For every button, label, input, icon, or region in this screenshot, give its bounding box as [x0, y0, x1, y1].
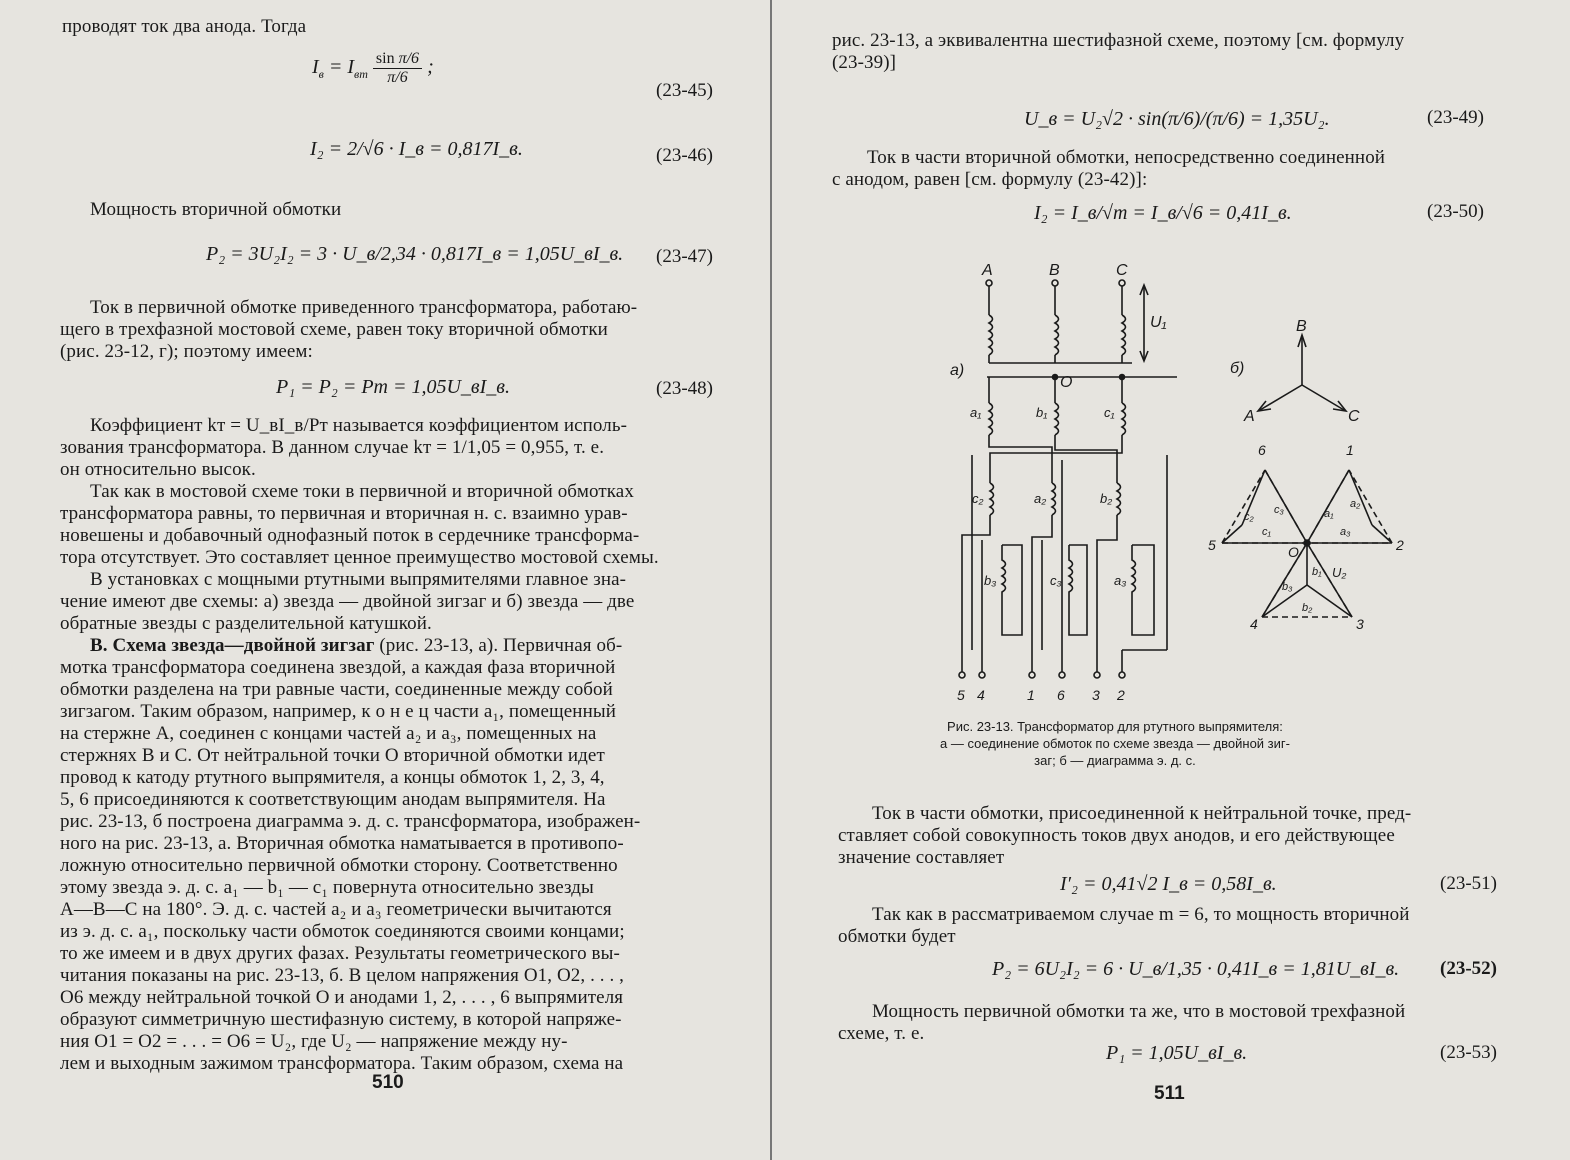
hex-label: 5 [1208, 537, 1216, 553]
text-line: тора отсутствует. Это составляет ценное преимущество мостовой схемы. [60, 547, 659, 568]
text-line: на стержне A, соединен с концами частей a₂ и a₃, помещенных на [60, 723, 597, 744]
text-line: обратные звезды с разделительной катушкой. [60, 613, 432, 634]
terminal-label: A [982, 262, 993, 279]
text-line: образуют симметричную шестифазную систему, в которой напряже- [60, 1009, 622, 1030]
bottom-terminals [959, 650, 1167, 678]
right-page [772, 0, 1570, 1160]
equation-number: (23-48) [656, 378, 713, 399]
caption-line: Рис. 23-13. Трансформатор для ртутного выпрямителя: [947, 719, 1283, 734]
hex-segment-label: c₂ [1244, 511, 1254, 523]
terminal-number: 2 [1117, 687, 1125, 703]
text-line: В. Схема звезда—двойной зигзаг (рис. 23-13, а). Первичная об- [90, 635, 623, 656]
top-line: проводят ток два анода. Тогда [62, 16, 307, 37]
text-line: щего в трехфазной мостовой схеме, равен току вторичной обмотки [60, 319, 608, 340]
text-line: O6 между нейтральной точкой O и анодами 1, 2, . . . , 6 выпрямителя [60, 987, 624, 1008]
text-line: рис. 23-13, а эквивалентна шестифазной схеме, поэтому [см. формулу [832, 30, 1405, 51]
text-line: стержнях B и C. От нейтральной точки O вторичной обмотки идет [60, 745, 605, 766]
figure-part-a-label: а) [950, 362, 965, 379]
text-line: ного на рис. 23-13, а. Вторичная обмотка наматывается в противопо- [60, 833, 624, 854]
terminal-label: B [1049, 262, 1060, 279]
hex-segment-label: b₃ [1282, 581, 1293, 593]
equation-number: (23-49) [1427, 107, 1484, 128]
text-line: обмотки будет [838, 926, 956, 947]
hex-label: 3 [1356, 616, 1364, 632]
hex-segment-label: a₂ [1350, 498, 1361, 510]
text-line: A—B—C на 180°. Э. д. с. частей a₂ и a₃ геометрически вычитаются [60, 899, 612, 920]
hex-segment-label: a₃ [1340, 526, 1351, 538]
emf-hexagram [1222, 470, 1392, 617]
text-line: зигзагом. Таким образом, например, к о н е ц части a₁, помещенный [60, 701, 616, 722]
transformer-figure [932, 255, 1412, 710]
text-line: из э. д. с. a₁, поскольку части обмоток соединяются своими концами; [60, 921, 625, 942]
equation-number: (23-53) [1440, 1042, 1497, 1063]
terminal-number: 1 [1027, 687, 1035, 703]
hex-segment-label: b₂ [1302, 602, 1313, 614]
text-line: 5, 6 присоединяются к соответствующим анодам выпрямителя. На [60, 789, 606, 810]
hex-label: 6 [1258, 442, 1266, 458]
text-line: Так как в рассматриваемом случае m = 6, то мощность вторичной [872, 904, 1410, 925]
hex-label: 2 [1396, 537, 1404, 553]
winding-label: c₁ [1104, 405, 1115, 420]
middle-secondary-windings [962, 455, 1167, 650]
equation-number: (23-47) [656, 246, 713, 267]
hex-label: 1 [1346, 442, 1354, 458]
lower-secondary-windings [982, 540, 1154, 650]
u2-label: U₂ [1332, 565, 1347, 580]
text-line: Ток в части обмотки, присоединенной к нейтральной точке, пред- [872, 803, 1412, 824]
terminal-number: 6 [1057, 687, 1065, 703]
text-line: Ток в первичной обмотке приведенного трансформатора, работаю- [90, 297, 638, 318]
section-heading: В. Схема звезда—двойной зигзаг [90, 635, 375, 656]
text-line: рис. 23-13, б построена диаграмма э. д. с. трансформатора, изображен- [60, 811, 641, 832]
power-secondary-label: Мощность вторичной обмотки [90, 199, 342, 220]
text-line: В установках с мощными ртутными выпрямителями главное зна- [90, 569, 627, 590]
text-line: этому звезда э. д. с. a₁ — b₁ — c₁ повернута относительно звезды [60, 877, 594, 898]
equation-23-45: $I_в = I_{вm}$ $\frac{\text{sin π/6}}{\pi/6}$ ; [312, 50, 434, 86]
text-line: читания показаны на рис. 23-13, б. В целом напряжения O1, O2, . . . , [60, 965, 625, 986]
page-number: 511 [1154, 1083, 1185, 1104]
terminal-number: 4 [977, 687, 985, 703]
text-line: схеме, т. е. [838, 1023, 925, 1044]
text-line: обмотки разделена на три равные части, соединенные между собой [60, 679, 613, 700]
text-line: новешены и добавочный однофазный поток в сердечнике трансформа- [60, 525, 640, 546]
equation-23-48: P₁ = P₂ = Pт = 1,05U_вI_в. [276, 376, 510, 398]
terminal-number: 3 [1092, 687, 1100, 703]
caption-line: а — соединение обмоток по схеме звезда — двойной зиг- [940, 736, 1290, 751]
figure-caption [940, 718, 1290, 769]
text-line: (рис. 23-12, г); поэтому имеем: [60, 341, 313, 362]
hex-segment-label: c₁ [1262, 526, 1271, 538]
star-diagram [1258, 335, 1346, 411]
hex-segment-label: c₃ [1274, 504, 1284, 516]
equation-23-46: I₂ = 2/√6 · I_в = 0,817I_в. [310, 138, 523, 160]
text-line: Так как в мостовой схеме токи в первичной и вторичной обмотках [90, 481, 634, 502]
text-line: (23-39)] [832, 52, 897, 73]
equation-number: (23-52) [1440, 958, 1497, 979]
hex-center-label: O [1288, 544, 1299, 560]
equation-23-47: P₂ = 3U₂I₂ = 3 · U_в/2,34 · 0,817I_в = 1,05U_вI_в. [206, 243, 624, 265]
winding-label: a₁ [970, 405, 982, 420]
text-line: ложную относительно первичной обмотки сторону. Соответственно [60, 855, 618, 876]
hex-segment-label: b₁ [1312, 566, 1322, 578]
winding-label: b₁ [1036, 405, 1048, 420]
equation-23-51: I′₂ = 0,41√2 I_в = 0,58I_в. [1060, 873, 1277, 895]
u1-label: U₁ [1150, 314, 1167, 331]
winding-label: c₃ [1050, 573, 1062, 588]
star-label: B [1296, 318, 1307, 335]
winding-label: c₂ [972, 491, 984, 506]
text-line: ния O1 = O2 = . . . = O6 = U₂, где U₂ — напряжение между ну- [60, 1031, 568, 1052]
winding-label: b₂ [1100, 491, 1113, 506]
equation-number: (23-51) [1440, 873, 1497, 894]
primary-windings [986, 280, 1148, 363]
text-line: трансформатора равны, то первичная и вторичная н. с. взаимно урав- [60, 503, 628, 524]
text-line: с анодом, равен [см. формулу (23-42)]: [832, 169, 1148, 190]
caption-line: заг; б — диаграмма э. д. с. [1034, 753, 1196, 768]
equation-number: (23-45) [656, 80, 713, 101]
equation-23-50: I₂ = I_в/√m = I_в/√6 = 0,41I_в. [1034, 202, 1292, 224]
star-label: A [1244, 408, 1255, 425]
neutral-label: O [1060, 374, 1073, 391]
text-line: то же имеем и в двух других фазах. Результаты геометрического вы- [60, 943, 620, 964]
equation-23-52: P₂ = 6U₂I₂ = 6 · U_в/1,35 · 0,41I_в = 1,81U_вI_в. [992, 958, 1400, 980]
terminal-label: C [1116, 262, 1128, 279]
text-line: значение составляет [838, 847, 1005, 868]
figure-part-b-label: б) [1230, 360, 1245, 377]
page-number: 510 [372, 1072, 404, 1093]
text-line: он относительно высок. [60, 459, 256, 480]
equation-number: (23-46) [656, 145, 713, 166]
left-page [0, 0, 770, 1160]
equation-23-53: P₁ = 1,05U_вI_в. [1106, 1042, 1248, 1064]
text-line: чение имеют две схемы: а) звезда — двойной зигзаг и б) звезда — две [60, 591, 635, 612]
text-line: провод к катоду ртутного выпрямителя, а концы обмоток 1, 2, 3, 4, [60, 767, 605, 788]
winding-label: b₃ [984, 573, 997, 588]
text-line: мотка трансформатора соединена звездой, а каждая фаза вторичной [60, 657, 616, 678]
text-line: зования трансформатора. В данном случае kт = 1/1,05 = 0,955, т. е. [60, 437, 605, 458]
equation-23-49: U_в = U₂√2 · sin(π/6)/(π/6) = 1,35U₂. [1024, 108, 1330, 130]
terminal-number: 5 [957, 687, 965, 703]
winding-label: a₂ [1034, 491, 1047, 506]
text-line: Ток в части вторичной обмотки, непосредственно соединенной [867, 147, 1386, 168]
winding-label: a₃ [1114, 573, 1127, 588]
text-line: Коэффициент kт = U_вI_в/Pт называется коэффициентом исполь- [90, 415, 628, 436]
upper-secondary-windings [989, 377, 1126, 465]
text-line: ставляет собой совокупность токов двух анодов, и его действующее [838, 825, 1395, 846]
text-line: Мощность первичной обмотки та же, что в мостовой трехфазной [872, 1001, 1406, 1022]
text-line: лем и выходным зажимом трансформатора. Таким образом, схема на [60, 1053, 624, 1074]
equation-number: (23-50) [1427, 201, 1484, 222]
hex-segment-label: a₁ [1324, 508, 1334, 520]
hex-label: 4 [1250, 616, 1258, 632]
star-label: C [1348, 408, 1360, 425]
